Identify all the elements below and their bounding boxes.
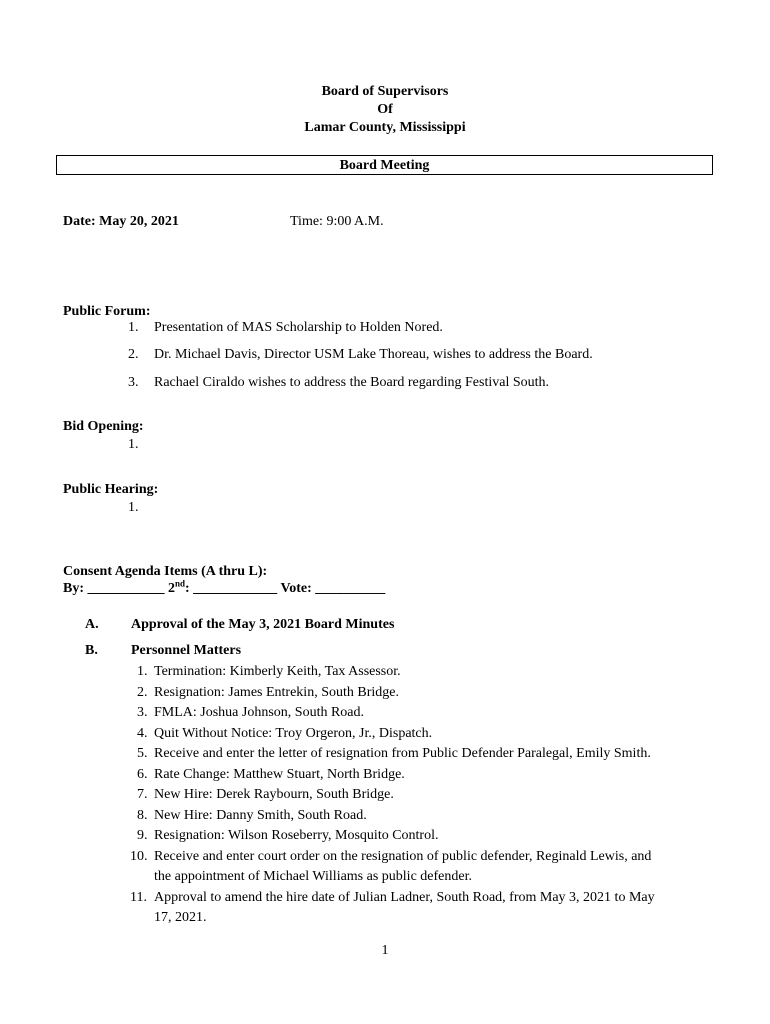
bid-opening-heading: Bid Opening: [63, 419, 144, 434]
item-number: 9. [137, 828, 148, 843]
item-text: Resignation: Wilson Roseberry, Mosquito Control. [154, 828, 439, 843]
item-number: 1. [128, 320, 139, 335]
section-b-letter: B. [85, 643, 98, 658]
item-number: 1. [137, 664, 148, 679]
item-text: Presentation of MAS Scholarship to Holden Nored. [154, 320, 443, 335]
item-number: 2. [137, 685, 148, 700]
item-text: Resignation: James Entrekin, South Bridge. [154, 685, 399, 700]
item-number: 2. [128, 347, 139, 362]
meeting-title: Board Meeting [339, 158, 430, 173]
item-number: 11. [130, 890, 147, 905]
item-text: Approval to amend the hire date of Julian Ladner, South Road, from May 3, 2021 to May [154, 890, 655, 905]
section-b-title: Personnel Matters [131, 643, 242, 658]
section-a-letter: A. [85, 617, 99, 632]
meeting-title-box [56, 155, 713, 175]
header-line-1: Board of Supervisors [321, 84, 449, 99]
item-text: 17, 2021. [154, 910, 207, 925]
meeting-time: Time: 9:00 A.M. [290, 214, 384, 229]
item-text: Rachael Ciraldo wishes to address the Board regarding Festival South. [154, 375, 550, 390]
item-number: 3. [128, 375, 139, 390]
by-field: By: ___________ [63, 581, 165, 596]
item-text: Receive and enter court order on the resignation of public defender, Reginald Lewis, and [154, 849, 652, 864]
item-number: 1. [128, 437, 139, 452]
item-number: 1. [128, 500, 139, 515]
second-field: 2nd: ____________ [168, 578, 278, 596]
item-text: Quit Without Notice: Troy Orgeron, Jr., Dispatch. [154, 726, 433, 741]
item-text: Termination: Kimberly Keith, Tax Assessor. [154, 664, 401, 679]
item-text: New Hire: Derek Raybourn, South Bridge. [154, 787, 394, 802]
item-text: Rate Change: Matthew Stuart, North Bridge. [154, 767, 405, 782]
consent-motion-line [63, 578, 386, 597]
item-text: Dr. Michael Davis, Director USM Lake Thoreau, wishes to address the Board. [154, 347, 593, 362]
public-forum-heading: Public Forum: [63, 304, 151, 319]
item-text: FMLA: Joshua Johnson, South Road. [154, 705, 365, 720]
vote-field: Vote: __________ [280, 581, 386, 596]
item-number: 5. [137, 746, 148, 761]
page-number: 1 [381, 943, 389, 958]
item-number: 8. [137, 808, 148, 823]
header-line-2: Of [377, 102, 393, 117]
item-number: 6. [137, 767, 148, 782]
item-number: 4. [137, 726, 148, 741]
section-a-title: Approval of the May 3, 2021 Board Minutes [131, 617, 395, 632]
meeting-date: Date: May 20, 2021 [63, 214, 179, 229]
public-hearing-heading: Public Hearing: [63, 482, 159, 497]
item-text: New Hire: Danny Smith, South Road. [154, 808, 367, 823]
item-number: 7. [137, 787, 148, 802]
item-text: Receive and enter the letter of resignation from Public Defender Paralegal, Emily Smith. [154, 746, 651, 761]
item-number: 10. [130, 849, 148, 864]
item-number: 3. [137, 705, 148, 720]
item-text: the appointment of Michael Williams as public defender. [154, 869, 472, 884]
consent-heading: Consent Agenda Items (A thru L): [63, 564, 268, 579]
header-line-3: Lamar County, Mississippi [304, 120, 466, 135]
